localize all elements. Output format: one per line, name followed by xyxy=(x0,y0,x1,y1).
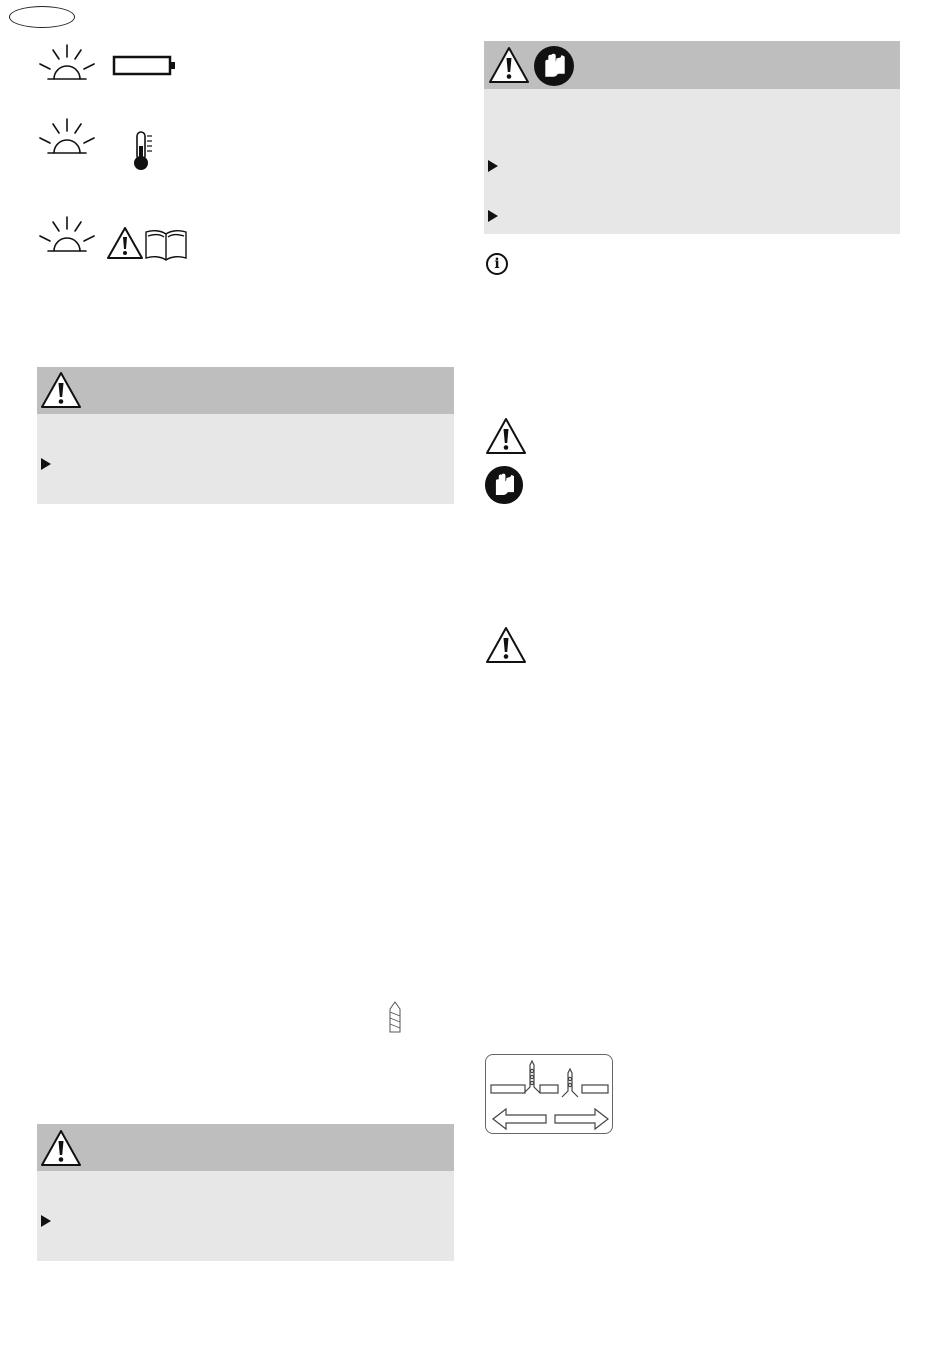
battery-icon xyxy=(112,55,178,77)
protective-gloves-icon xyxy=(533,45,575,87)
bullet-marker xyxy=(488,160,498,172)
warning-light-icon xyxy=(36,42,98,86)
bullet-marker xyxy=(41,1215,51,1227)
protective-gloves-icon xyxy=(484,465,524,505)
dust-extraction-diagram-frame xyxy=(485,1054,613,1134)
language-badge xyxy=(9,6,75,28)
warning-triangle-icon xyxy=(484,416,528,456)
warning-box-header xyxy=(37,1124,454,1171)
warning-box-2 xyxy=(37,1124,454,1261)
dust-extraction-diagram-icon xyxy=(488,1057,610,1131)
warning-triangle-icon xyxy=(39,1128,83,1168)
warning-triangle-icon xyxy=(487,45,531,85)
bullet-marker xyxy=(488,210,498,222)
warning-box-gloves xyxy=(484,41,900,234)
warning-triangle-icon xyxy=(484,625,528,665)
warning-box-1 xyxy=(37,367,454,504)
warning-triangle-icon xyxy=(39,370,83,410)
bullet-marker xyxy=(41,458,51,470)
warning-light-icon xyxy=(36,116,98,160)
drill-bit-icon xyxy=(388,1000,402,1034)
thermometer-icon xyxy=(130,130,154,172)
warning-triangle-icon xyxy=(105,225,145,261)
manual-book-icon xyxy=(144,226,188,262)
info-icon: i xyxy=(486,253,508,275)
warning-light-icon xyxy=(36,214,98,258)
warning-box-header xyxy=(37,367,454,414)
